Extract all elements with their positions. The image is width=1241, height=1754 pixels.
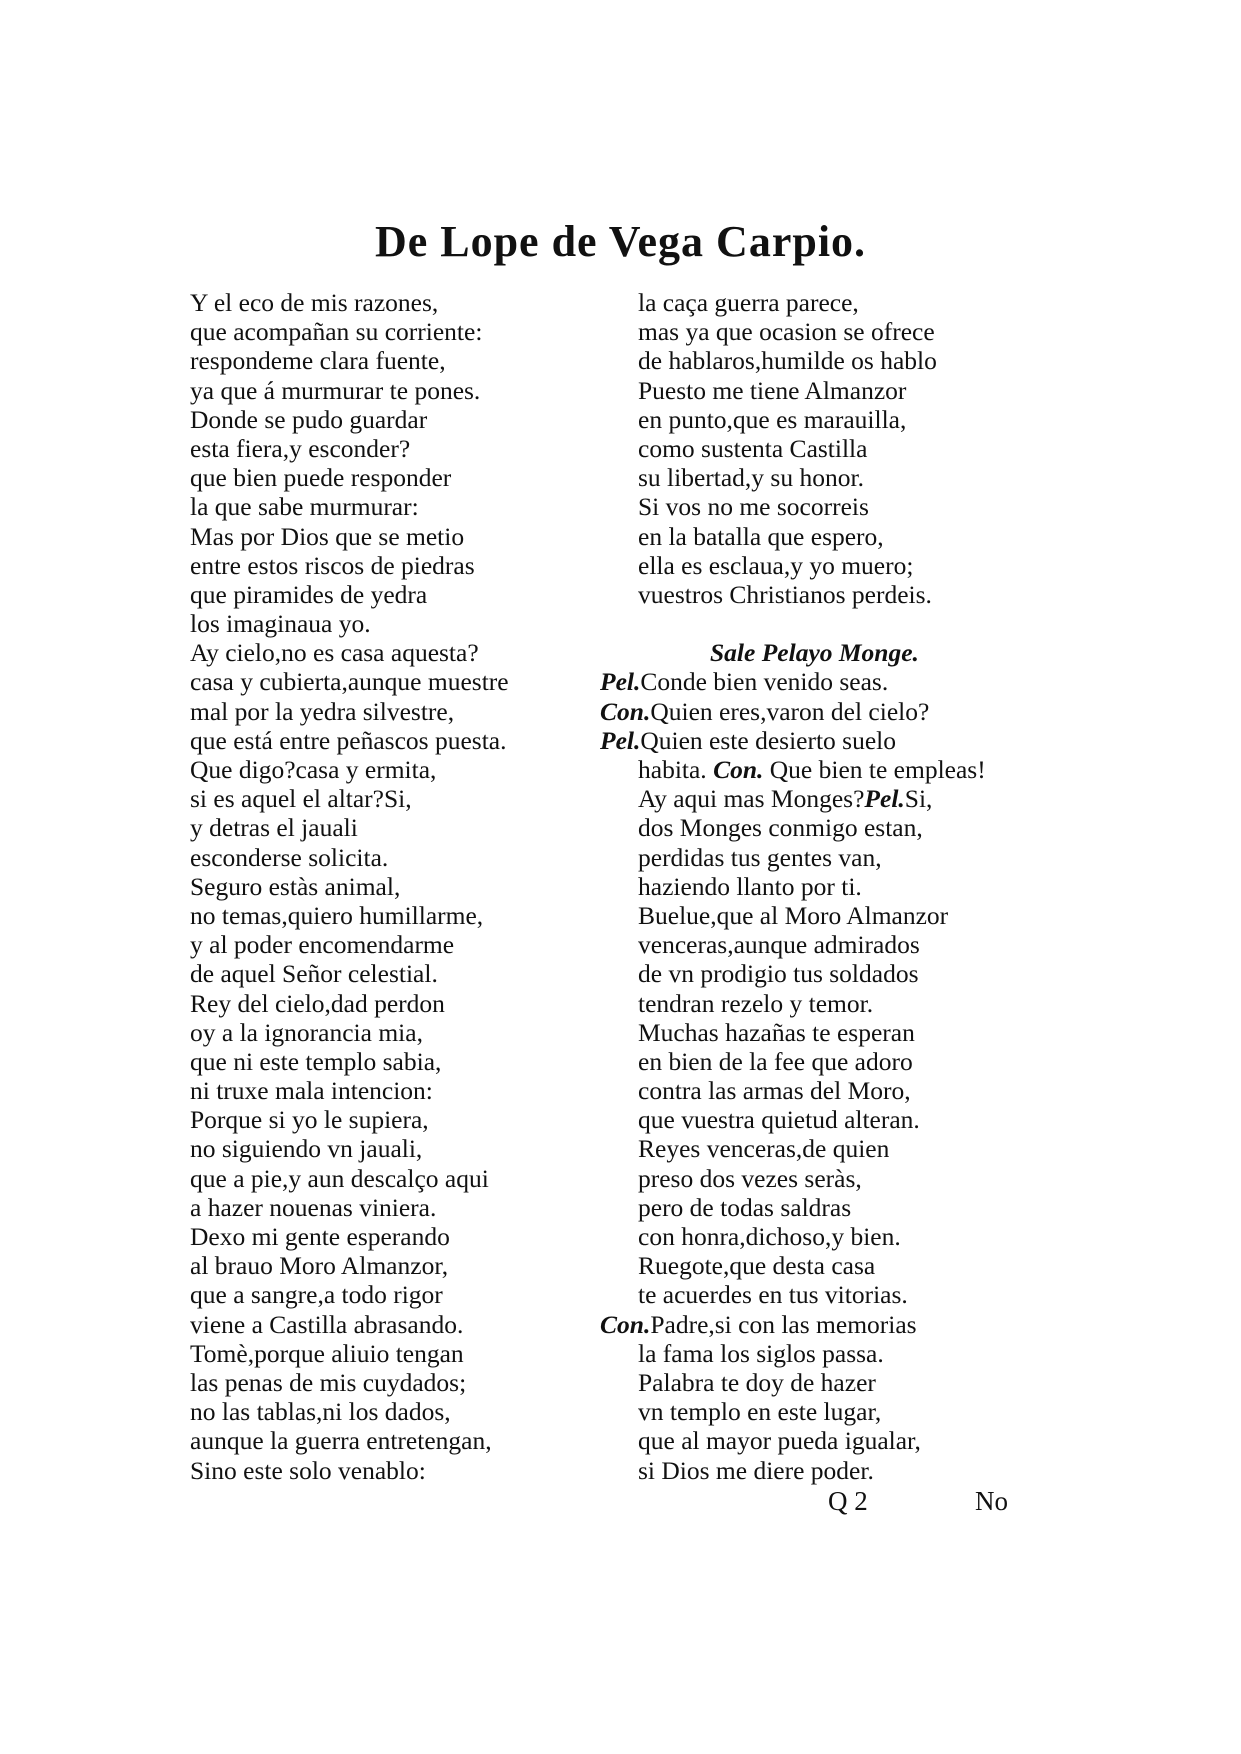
dialogue-line — [600, 726, 1020, 755]
verse-line: Ruegote,que desta casa — [638, 1251, 876, 1281]
verse-line: perdidas tus gentes van, — [638, 842, 882, 872]
catchword: No — [975, 1486, 1008, 1516]
verse-line: que bien puede responder — [190, 463, 452, 493]
verse-line: aunque la guerra entretengan, — [190, 1426, 492, 1456]
verse-line: no las tablas,ni los dados, — [190, 1397, 451, 1427]
verse-line: vuestros Christianos perdeis. — [638, 579, 932, 609]
verse-line: Buelue,que al Moro Almanzor — [638, 900, 949, 930]
verse-line: que ni este templo sabia, — [190, 1046, 442, 1076]
verse-line: de hablaros,humilde os hablo — [638, 346, 937, 376]
verse-line: y al poder encomendarme — [190, 930, 455, 960]
verse-line: no temas,quiero humillarme, — [190, 900, 484, 930]
verse-line: si Dios me diere poder. — [638, 1455, 874, 1485]
verse-line: ni truxe mala intencion: — [190, 1076, 433, 1106]
verse-line: Que digo?casa y ermita, — [190, 755, 437, 784]
verse-line: no siguiendo vn jauali, — [190, 1134, 423, 1164]
verse-line: dos Monges conmigo estan, — [638, 813, 923, 843]
dialogue-text: Si, — [904, 784, 933, 814]
dialogue-line — [600, 697, 1020, 726]
verse-line: Sino este solo venablo: — [190, 1455, 426, 1485]
verse-line: la que sabe murmurar: — [190, 492, 419, 522]
verse-line: ella es esclaua,y yo muero; — [638, 550, 914, 580]
running-head: De Lope de Vega Carpio. — [374, 217, 867, 266]
page-footer — [0, 1486, 1241, 1522]
verse-line: su libertad,y su honor. — [638, 463, 864, 493]
verse-line: viene a Castilla abrasando. — [190, 1309, 464, 1339]
verse-line: con honra,dichoso,y bien. — [638, 1222, 901, 1251]
verse-line: ya que á murmurar te pones. — [190, 375, 481, 405]
verse-line: te acuerdes en tus vitorias. — [638, 1280, 908, 1310]
dialogue-line — [600, 667, 1020, 696]
verse-line: Puesto me tiene Almanzor — [638, 375, 907, 405]
verse-line: como sustenta Castilla — [638, 433, 868, 463]
verse-line: Mas por Dios que se metio — [190, 521, 465, 551]
dialogue-line — [600, 1310, 1020, 1339]
dialogue-text: Conde bien venido seas. — [640, 667, 889, 697]
verse-line: los imaginaua yo. — [190, 609, 371, 639]
speaker-label: Con. — [600, 696, 651, 726]
spacer — [600, 609, 1020, 638]
dialogue-text: Ay aqui mas Monges? — [638, 784, 865, 814]
verse-line: que piramides de yedra — [190, 579, 428, 609]
verse-line: contra las armas del Moro, — [638, 1076, 911, 1106]
verse-line: vn templo en este lugar, — [638, 1397, 882, 1427]
verse-line: en bien de la fee que adoro — [638, 1046, 913, 1076]
verse-line: Ay cielo,no es casa aquesta? — [190, 638, 479, 668]
dialogue-line — [600, 784, 1020, 813]
verse-line: mas ya que ocasion se ofrece — [638, 317, 935, 347]
verse-line: Tomè,porque aliuio tengan — [190, 1338, 464, 1368]
verse-line: en punto,que es marauilla, — [638, 404, 907, 434]
verse-line: esta fiera,y esconder? — [190, 433, 411, 463]
verse-line: Dexo mi gente esperando — [190, 1222, 450, 1251]
verse-line: que acompañan su corriente: — [190, 317, 483, 347]
verse-line: a hazer nouenas viniera. — [190, 1192, 437, 1222]
verse-line: que a sangre,a todo rigor — [190, 1280, 443, 1310]
verse-line: Y el eco de mis razones, — [190, 288, 439, 317]
dialogue-text: Que bien te empleas! — [769, 755, 986, 784]
verse-line: haziendo llanto por ti. — [638, 871, 862, 901]
verse-line: Palabra te doy de hazer — [638, 1367, 876, 1397]
speaker-label: Pel. — [600, 725, 641, 755]
verse-line: venceras,aunque admirados — [638, 930, 920, 960]
verse-line: Porque si yo le supiera, — [190, 1105, 429, 1135]
verse-line: y detras el jauali — [190, 813, 358, 843]
dialogue-text: Quien este desierto suelo — [640, 725, 896, 755]
dialogue-text: habita. — [638, 755, 707, 784]
verse-line: en la batalla que espero, — [638, 521, 884, 551]
verse-line: Muchas hazañas te esperan — [638, 1017, 915, 1047]
speaker-label: Pel. — [864, 784, 905, 814]
verse-line: que vuestra quietud alteran. — [638, 1105, 920, 1135]
right-column — [600, 288, 1020, 1485]
dialogue-line — [600, 755, 1020, 784]
verse-line: al brauo Moro Almanzor, — [190, 1251, 449, 1281]
verse-line: las penas de mis cuydados; — [190, 1367, 467, 1397]
left-column — [190, 288, 590, 1485]
dialogue-text: Padre,si con las memorias — [650, 1309, 917, 1339]
speaker-label: Pel. — [600, 667, 641, 697]
speaker-label: Con. — [600, 1309, 651, 1339]
stage-direction: Sale Pelayo Monge. — [710, 638, 919, 668]
verse-line: si es aquel el altar?Si, — [190, 784, 412, 814]
verse-line: casa y cubierta,aunque muestre — [190, 667, 509, 697]
verse-line: Reyes venceras,de quien — [638, 1134, 890, 1164]
verse-line: Seguro estàs animal, — [190, 871, 401, 901]
verse-line: que está entre peñascos puesta. — [190, 725, 507, 755]
dialogue-text: Quien eres,varon del cielo? — [650, 696, 930, 726]
verse-line: de vn prodigio tus soldados — [638, 959, 919, 989]
verse-line: la fama los siglos passa. — [638, 1338, 884, 1368]
verse-line: Rey del cielo,dad perdon — [190, 988, 445, 1018]
verse-line: oy a la ignorancia mia, — [190, 1017, 423, 1047]
verse-line: esconderse solicita. — [190, 842, 389, 872]
verse-line: Si vos no me socorreis — [638, 492, 869, 522]
signature-mark: Q 2 — [828, 1486, 868, 1516]
verse-line: pero de todas saldras — [638, 1192, 852, 1222]
verse-line: mal por la yedra silvestre, — [190, 696, 455, 726]
speaker-label: Con. — [713, 755, 764, 784]
verse-line: preso dos vezes seràs, — [638, 1163, 862, 1193]
verse-line: de aquel Señor celestial. — [190, 959, 438, 989]
verse-line: la caça guerra parece, — [638, 288, 859, 317]
verse-line: respondeme clara fuente, — [190, 346, 446, 376]
verse-line: que al mayor pueda igualar, — [638, 1426, 921, 1456]
verse-line: entre estos riscos de piedras — [190, 550, 475, 580]
verse-line: Donde se pudo guardar — [190, 404, 428, 434]
verse-line: tendran rezelo y temor. — [638, 988, 874, 1018]
verse-line: que a pie,y aun descalço aqui — [190, 1163, 489, 1193]
